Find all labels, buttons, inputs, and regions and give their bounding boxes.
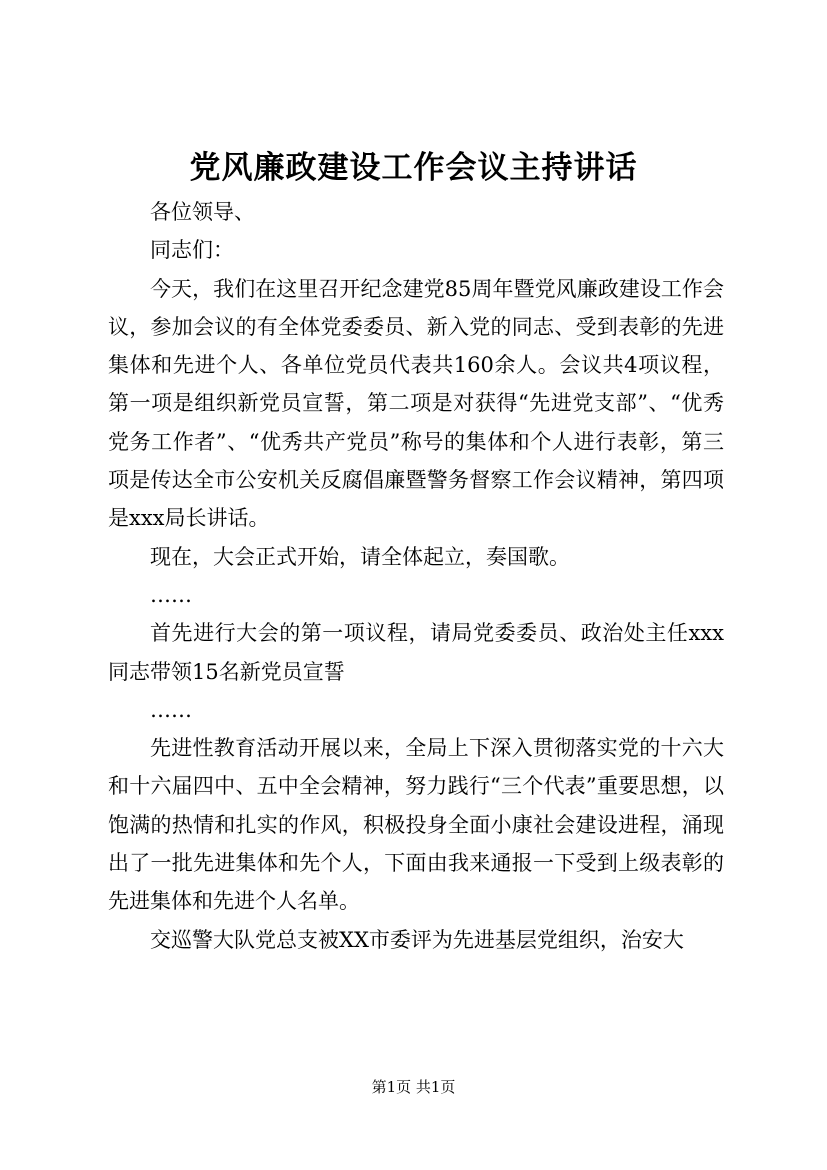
body-paragraph: 今天，我们在这里召开纪念建党85周年暨党风廉政建设工作会议，参加会议的有全体党委委员、新入党的同志、受到表彰的先进集体和先进个人、各单位党员代表共160余人。会议共4项议程，第一项是组织新党员宣誓，第二项是对获得“先进党支部”、“优秀党务工作者”、“优秀共产党员”称号的集体和个人进行表彰，第三项是传达全市公安机关反腐倡廉暨警务督察工作会议精神，第四项是xxx局长讲话。 [108, 276, 724, 531]
ellipsis-line: …… [150, 582, 192, 607]
body-paragraph: 交巡警大队党总支被XX市委评为先进基层党组织，治安大 [150, 927, 684, 952]
salutation-line: 同志们： [150, 238, 234, 263]
salutation-line: 各位领导、 [150, 200, 255, 224]
page-number-footer: 第1页 共1页 [371, 1078, 456, 1096]
document-title: 党风廉政建设工作会议主持讲话 [189, 150, 638, 186]
document-body [108, 193, 724, 959]
ellipsis-line: …… [150, 697, 192, 722]
body-paragraph: 首先进行大会的第一项议程，请局党委委员、政治处主任xxx同志带领15名新党员宣誓 [108, 621, 724, 684]
body-paragraph: 现在，大会正式开始，请全体起立，奏国歌。 [150, 544, 570, 569]
body-paragraph: 先进性教育活动开展以来，全局上下深入贯彻落实党的十六大和十六届四中、五中全会精神，努力践行“三个代表”重要思想，以饱满的热情和扎实的作风，积极投身全面小康社会建设进程，涌现出了一批先进集体和先个人，下面由我来通报一下受到上级表彰的先进集体和先进个人名单。 [108, 736, 724, 914]
